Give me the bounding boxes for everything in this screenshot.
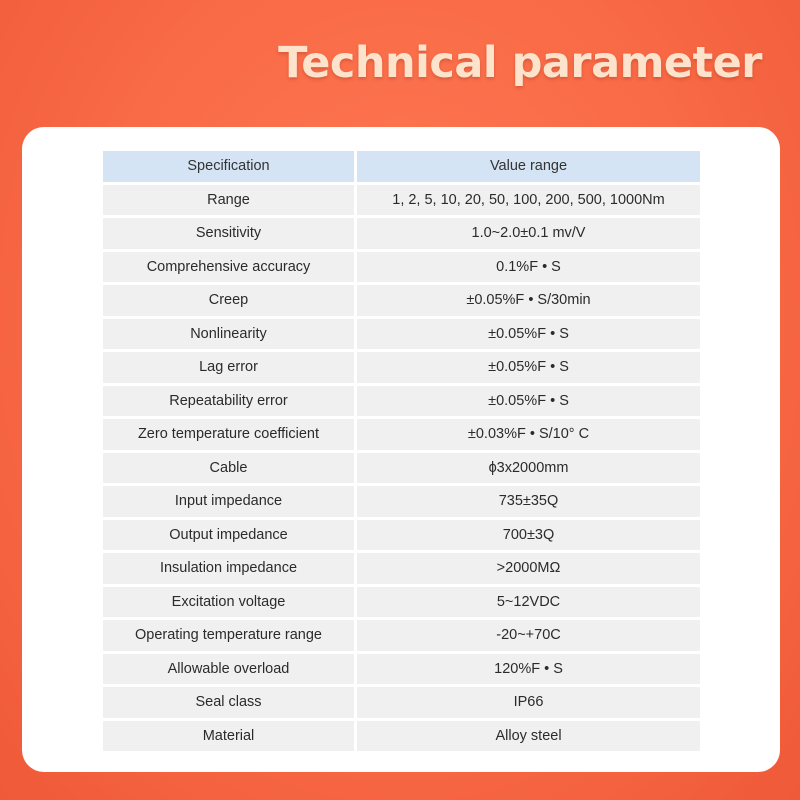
table-row xyxy=(103,252,700,283)
table-row xyxy=(103,218,700,249)
spec-cell: Repeatability error xyxy=(103,386,357,417)
spec-card xyxy=(22,127,780,772)
table-row xyxy=(103,620,700,651)
spec-cell: Creep xyxy=(103,285,357,316)
value-cell: 120%F • S xyxy=(357,654,700,685)
value-cell: -20~+70C xyxy=(357,620,700,651)
value-cell: ±0.03%F • S/10° C xyxy=(357,419,700,450)
spec-cell: Input impedance xyxy=(103,486,357,517)
spec-table xyxy=(103,148,700,754)
spec-cell: Allowable overload xyxy=(103,654,357,685)
table-row xyxy=(103,453,700,484)
header-value-range: Value range xyxy=(357,151,700,182)
spec-cell: Output impedance xyxy=(103,520,357,551)
table-row xyxy=(103,587,700,618)
table-row xyxy=(103,654,700,685)
spec-cell: Zero temperature coefficient xyxy=(103,419,357,450)
spec-cell: Operating temperature range xyxy=(103,620,357,651)
table-row xyxy=(103,386,700,417)
value-cell: 5~12VDC xyxy=(357,587,700,618)
value-cell: 1, 2, 5, 10, 20, 50, 100, 200, 500, 1000Nm xyxy=(357,185,700,216)
table-row xyxy=(103,319,700,350)
value-cell: 700±3Q xyxy=(357,520,700,551)
spec-cell: Lag error xyxy=(103,352,357,383)
table-row xyxy=(103,419,700,450)
value-cell: ±0.05%F • S xyxy=(357,386,700,417)
spec-cell: Nonlinearity xyxy=(103,319,357,350)
table-row xyxy=(103,721,700,752)
spec-cell: Cable xyxy=(103,453,357,484)
value-cell: 735±35Q xyxy=(357,486,700,517)
value-cell: ±0.05%F • S xyxy=(357,352,700,383)
table-row xyxy=(103,185,700,216)
value-cell: 0.1%F • S xyxy=(357,252,700,283)
spec-cell: Excitation voltage xyxy=(103,587,357,618)
table-row xyxy=(103,553,700,584)
table-row xyxy=(103,486,700,517)
table-header-row xyxy=(103,151,700,182)
table-row xyxy=(103,520,700,551)
spec-cell: Seal class xyxy=(103,687,357,718)
value-cell: ±0.05%F • S xyxy=(357,319,700,350)
spec-cell: Range xyxy=(103,185,357,216)
value-cell: Alloy steel xyxy=(357,721,700,752)
value-cell: ±0.05%F • S/30min xyxy=(357,285,700,316)
table-row xyxy=(103,687,700,718)
spec-cell: Material xyxy=(103,721,357,752)
header-specification: Specification xyxy=(103,151,357,182)
spec-cell: Insulation impedance xyxy=(103,553,357,584)
value-cell: >2000MΩ xyxy=(357,553,700,584)
spec-cell: Sensitivity xyxy=(103,218,357,249)
table-row xyxy=(103,352,700,383)
page-title: Technical parameter xyxy=(278,38,762,88)
value-cell: IP66 xyxy=(357,687,700,718)
table-row xyxy=(103,285,700,316)
value-cell: ϕ3x2000mm xyxy=(357,453,700,484)
spec-cell: Comprehensive accuracy xyxy=(103,252,357,283)
value-cell: 1.0~2.0±0.1 mv/V xyxy=(357,218,700,249)
